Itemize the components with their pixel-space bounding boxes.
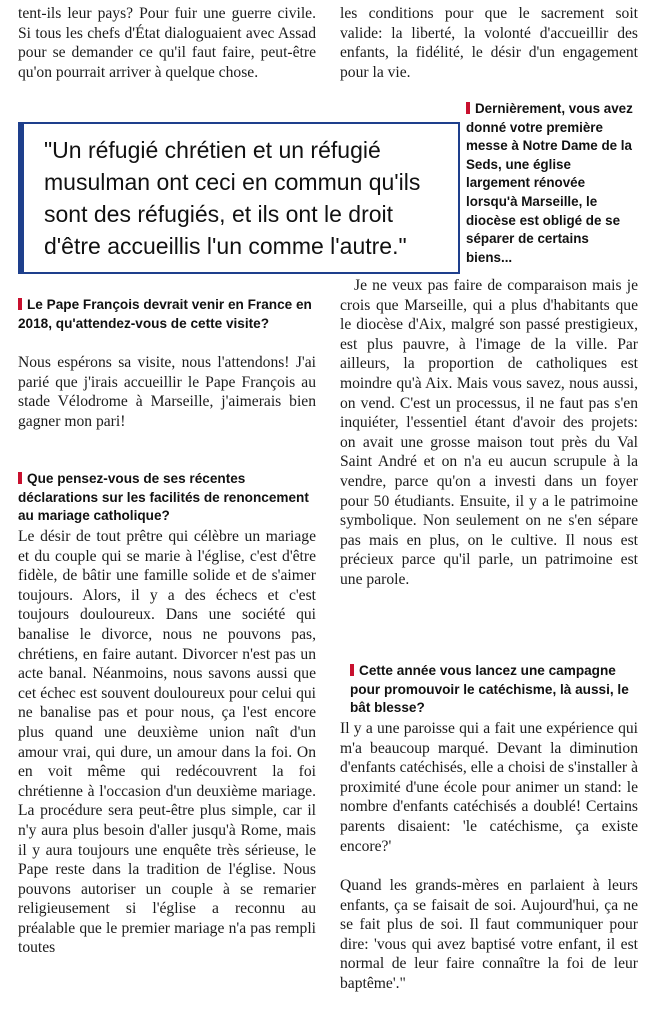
question-marker-icon [350, 664, 354, 676]
pull-quote-box [18, 122, 460, 274]
question-block-pape [18, 296, 316, 333]
question-block-catechisme [350, 662, 638, 718]
answer-notre-dame: Je ne veux pas faire de comparaison mais je crois que Marseille, qui a plus d'habitants que le diocèse d'Aix, malgré son passé prestigieux, est plus pauvre, à l'image de la ville. Par ailleurs, la proportion de catholiques est moindre qu'à Aix. Mais vous savez, nous aussi, on vend. C'est un processus, il ne faut pas s'en inquiéter, l'essentiel étant d'avoir des projets: on avait une grosse maison tout près du Val Saint André et on n'a eu aucun scrupule à la vendre, parce qu'on a investi dans un foyer pour 50 étudiants. Ensuite, il y a le patrimoine symbolique. Non seulement on ne s'en sépare pas mais en plus, on le cultive. Il nous est précieux parce qu'il parle, un patrimoine est une parole. [340, 277, 638, 588]
intro-right-paragraph: les conditions pour que le sacrement soit valide: la liberté, la volonté d'accueillir des enfants, la fidélité, le désir d'un engagement pour la vie. [340, 5, 638, 81]
answer-catechisme-part2: Quand les grands-mères en parlaient à leurs enfants, ça se faisait de soi. Aujourd'hui, ça ne se fait plus de soi. Il faut communiquer pour dire: 'vous qui avez baptisé votre enfant, il est normal de leur faire connaître la foi de leur baptême'." [340, 877, 638, 992]
intro-left-paragraph: tent-ils leur pays? Pour fuir une guerre civile. Si tous les chefs d'État dialoguaient avec Assad pour se demander ce qu'il faut faire, peut-être qu'on pourrait arriver à quelque chose. [18, 5, 316, 81]
question-text: Que pensez-vous de ses récentes déclarations sur les facilités de renoncement au mariage catholique? [18, 471, 309, 524]
question-marker-icon [18, 472, 22, 484]
answer-declarations: Le désir de tout prêtre qui célèbre un mariage et du couple qui se marie à l'église, c'est d'être fidèle, de bâtir une famille solide et de s'aimer toujours. Alors, il y a des échecs et c'est toujours douloureux. Dans une société qui banalise le divorce, nous ne pouvons pas, chrétiens, en faire autant. Divorcer n'est pas un acte banal. Néanmoins, nous savons aussi que cet échec est souvent douloureux pour celui qui ne banalise pas et pour nous, ça l'est encore plus quand une deuxième union naît d'un amour vrai, qui dure, un amour dans la foi. On en voit même qui redécouvrent la foi chrétienne à l'occasion d'un deuxième mariage. La procédure sera peut-être plus simple, car il n'y aura plus besoin d'aller jusqu'à Rome, mais il y aura toujours une enquête très sérieuse, le Pape reste dans la tradition de l'église. Nous pouvons autoriser un couple à se remarier religieusement si l'église a reconnu au préalable que le premier mariage n'a pas rempli toutes [18, 528, 316, 957]
question-marker-icon [466, 102, 470, 114]
question-block-declarations [18, 470, 316, 526]
question-text: Le Pape François devrait venir en France en 2018, qu'attendez-vous de cette visite? [18, 297, 312, 331]
question-marker-icon [18, 298, 22, 310]
answer-catechisme-part1: Il y a une paroisse qui a fait une expérience qui m'a beaucoup marqué. Devant la diminution d'enfants catéchisés, elle a choisi de s'installer à proximité d'une école pour animer un stand: le nombre d'enfants catéchisés a doublé! Certains parents disaient: 'le catéchisme, ça existe encore?' [340, 720, 638, 855]
question-text: Dernièrement, vous avez donné votre première messe à Notre Dame de la Seds, une église largement rénovée lorsqu'à Marseille, le diocèse est obligé de se séparer de certains biens... [466, 101, 633, 265]
pull-quote-text: "Un réfugié chrétien et un réfugié musulman ont ceci en commun qu'ils sont des réfugiés, et ils ont le droit d'être accueillis l'un comme l'autre." [44, 137, 421, 259]
question-text: Cette année vous lancez une campagne pour promouvoir le catéchisme, là aussi, le bât blesse? [350, 663, 629, 716]
question-block-notre-dame [466, 100, 638, 267]
answer-pape: Nous espérons sa visite, nous l'attendons! J'ai parié que j'irais accueillir le Pape François au stade Vélodrome à Marseille, j'aimerais bien gagner mon pari! [18, 354, 316, 430]
